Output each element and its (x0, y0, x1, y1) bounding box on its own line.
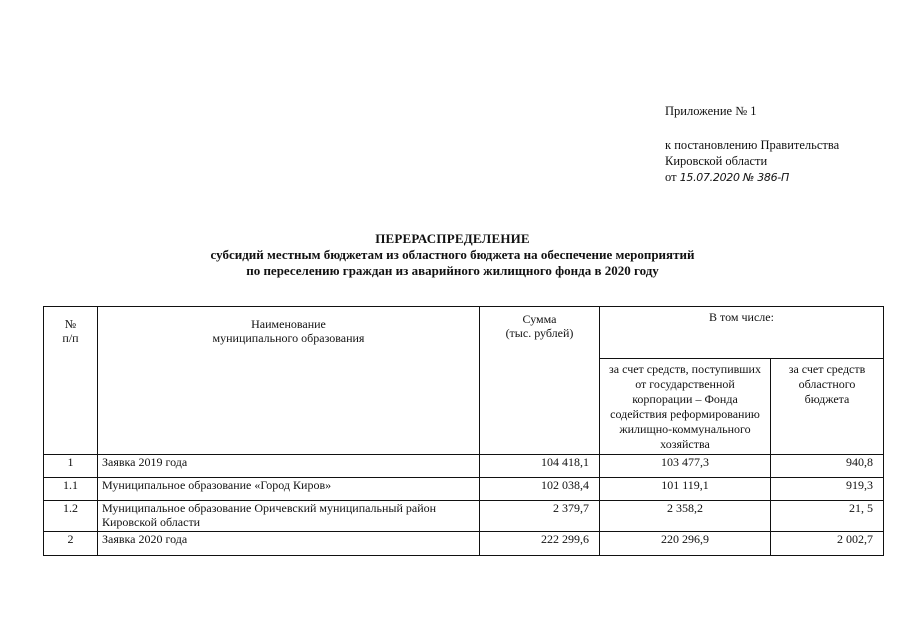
header-num: № п/п (44, 307, 98, 455)
header-fund: за счет средств, поступивших от государственной корпорации – Фонда содействия реформированию жилищно-коммунального хозяйства (600, 359, 771, 455)
title-subtitle-2: по переселению граждан из аварийного жилищного фонда в 2020 году (246, 263, 659, 278)
table-row (44, 532, 884, 556)
document-title (0, 231, 905, 279)
title-main: ПЕРЕРАСПРЕДЕЛЕНИЕ (375, 231, 530, 246)
header-including: В том числе: (600, 307, 884, 359)
row-regional: 21, 5 (771, 501, 884, 532)
appendix-decree-line: к постановлению Правительства (665, 138, 840, 152)
appendix-region-line: Кировской области (665, 154, 768, 168)
header-row (44, 307, 884, 359)
row-num: 1.1 (44, 478, 98, 501)
row-sum: 222 299,6 (480, 532, 600, 556)
row-name: Заявка 2020 года (98, 532, 480, 556)
row-name: Заявка 2019 года (98, 455, 480, 478)
appendix-date-line (665, 169, 839, 186)
header-regional: за счет средств областного бюджета (771, 359, 884, 455)
appendix-date-prefix: от (665, 170, 677, 184)
row-sum: 102 038,4 (480, 478, 600, 501)
row-fund: 101 119,1 (600, 478, 771, 501)
spacer (665, 119, 839, 137)
row-regional: 919,3 (771, 478, 884, 501)
row-fund: 103 477,3 (600, 455, 771, 478)
row-num: 1.2 (44, 501, 98, 532)
handwritten-date-number: 15.07.2020 № 386-П (679, 171, 789, 184)
table-row (44, 501, 884, 532)
row-num: 1 (44, 455, 98, 478)
row-name: Муниципальное образование «Город Киров» (98, 478, 480, 501)
appendix-number: Приложение № 1 (665, 104, 757, 118)
row-num: 2 (44, 532, 98, 556)
title-subtitle-1: субсидий местным бюджетам из областного бюджета на обеспечение мероприятий (210, 247, 695, 262)
subsidy-table (43, 306, 884, 556)
header-name: Наименование муниципального образования (98, 307, 480, 455)
table-row (44, 478, 884, 501)
table-row (44, 455, 884, 478)
row-regional: 940,8 (771, 455, 884, 478)
row-name: Муниципальное образование Оричевский муниципальный район Кировской области (98, 501, 480, 532)
row-sum: 2 379,7 (480, 501, 600, 532)
appendix-block (665, 103, 839, 186)
row-regional: 2 002,7 (771, 532, 884, 556)
row-sum: 104 418,1 (480, 455, 600, 478)
header-sum: Сумма (тыс. рублей) (480, 307, 600, 455)
row-fund: 220 296,9 (600, 532, 771, 556)
row-fund: 2 358,2 (600, 501, 771, 532)
